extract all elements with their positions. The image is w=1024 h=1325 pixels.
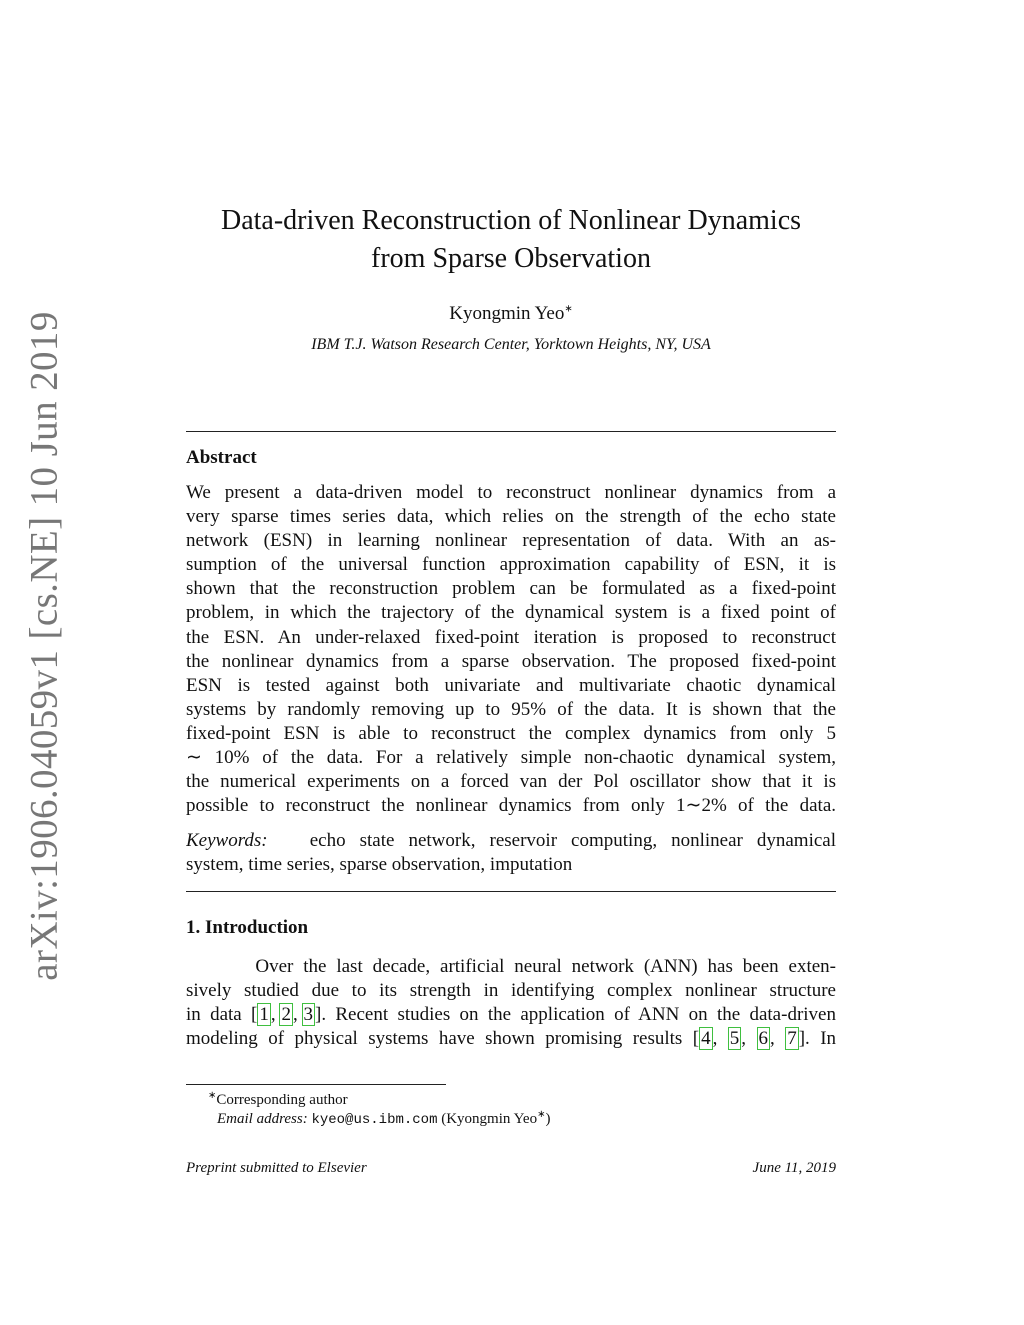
citation-link-3[interactable]: 3: [303, 1004, 313, 1026]
abstract-line: We present a data-driven model to reconstruct nonlinear dynamics from a: [186, 482, 836, 503]
keywords-label: Keywords:: [186, 830, 268, 851]
email-note-end: ): [545, 1111, 551, 1127]
author-footnote-mark[interactable]: ∗: [564, 303, 573, 315]
author-name: [186, 303, 836, 325]
abstract-line: problem, in which the trajectory of the dynamical system is a fixed point of: [186, 602, 836, 624]
intro-line: in data [ 1 , 2 , 3 ]. Recent studies on the application of ANN on the data-driven: [186, 1004, 836, 1026]
footnote-email: [217, 1109, 550, 1128]
intro-line: [186, 955, 836, 979]
intro-line-4-post: . In: [805, 1028, 836, 1050]
introduction-body: [186, 955, 836, 1051]
abstract-line: the numerical experiments on a forced van der Pol oscillator show that it is: [186, 771, 836, 793]
section-heading-introduction: 1. Introduction: [186, 917, 309, 938]
intro-line-3-post: . Recent studies on the application of ANN on the data-driven: [321, 1004, 836, 1026]
abstract-line: shown that the reconstruction problem can be formulated as a fixed-point: [186, 578, 836, 600]
intro-line-2: sively studied due to its strength in identifying complex nonlinear structure: [186, 980, 836, 1002]
citation-link-6[interactable]: 6: [758, 1028, 768, 1050]
author-affiliation: IBM T.J. Watson Research Center, Yorktown Heights, NY, USA: [311, 336, 711, 353]
abstract-body: [186, 481, 836, 818]
arxiv-identifier: arXiv:1906.04059v1 [cs.NE] 10 Jun 2019: [22, 311, 66, 981]
title-line-1: Data-driven Reconstruction of Nonlinear Dynamics: [220, 205, 802, 236]
citation-link-2[interactable]: 2: [281, 1004, 291, 1026]
abstract-line: very sparse times series data, which relies on the strength of the echo state: [186, 506, 836, 528]
citation-link-4[interactable]: 4: [701, 1028, 711, 1050]
abstract-line: the ESN. An under-relaxed fixed-point iteration is proposed to reconstruct: [186, 626, 836, 648]
title-line-2: from Sparse Observation: [371, 243, 651, 274]
abstract-line: systems by randomly removing up to 95% of the data. It is shown that the: [186, 698, 836, 720]
keywords: [186, 829, 836, 877]
citation-link-7[interactable]: 7: [787, 1028, 797, 1050]
email-address-link[interactable]: kyeo@us.ibm.com: [311, 1112, 438, 1128]
intro-line-1: Over the last decade, artificial neural network (ANN) has been exten-: [255, 956, 836, 977]
email-note-mark: ∗: [537, 1109, 546, 1120]
abstract-top-rule: [186, 431, 836, 432]
abstract-line: the nonlinear dynamics from a sparse observation. The proposed fixed-point: [186, 650, 836, 672]
footnote-text: Corresponding author: [216, 1092, 348, 1108]
intro-line: modeling of physical systems have shown promising results [ 4 , 5 , 6 , 7 ]. In: [186, 1028, 836, 1050]
abstract-line: network (ESN) in learning nonlinear representation of data. With an as-: [186, 530, 836, 552]
author-name-text: Kyongmin Yeo: [449, 303, 565, 324]
keywords-text-1: echo state network, reservoir computing, nonlinear dynamical: [309, 830, 836, 851]
abstract-line: possible to reconstruct the nonlinear dynamics from only 1∼2% of the data.: [186, 795, 836, 817]
footer-preprint-note: Preprint submitted to Elsevier: [186, 1160, 367, 1176]
email-note: (Kyongmin Yeo: [441, 1111, 538, 1127]
abstract-bottom-rule: [186, 891, 836, 892]
footnote-mark: ∗: [208, 1090, 217, 1101]
email-label: Email address:: [217, 1111, 308, 1127]
citation-link-1[interactable]: 1: [259, 1004, 269, 1026]
intro-line-4-pre: modeling of physical systems have shown promising results: [186, 1028, 693, 1050]
abstract-heading: Abstract: [186, 447, 257, 468]
intro-line-3-pre: in data: [186, 1004, 252, 1026]
footnote-rule: [186, 1084, 446, 1085]
footer-date: June 11, 2019: [752, 1160, 836, 1176]
citation-link-5[interactable]: 5: [729, 1028, 740, 1050]
abstract-line: fixed-point ESN is able to reconstruct the complex dynamics from only 5: [186, 722, 836, 744]
keywords-text-2: system, time series, sparse observation, imputation: [186, 854, 573, 876]
abstract-line: ESN is tested against both univariate and multivariate chaotic dynamical: [186, 674, 836, 696]
footnote-corresponding-author: [208, 1090, 348, 1109]
paper-title: [186, 202, 836, 278]
abstract-line: sumption of the universal function approximation capability of ESN, it is: [186, 554, 836, 576]
abstract-line: ∼ 10% of the data. For a relatively simple non-chaotic dynamical system,: [186, 747, 836, 769]
keywords-line: [186, 829, 836, 853]
